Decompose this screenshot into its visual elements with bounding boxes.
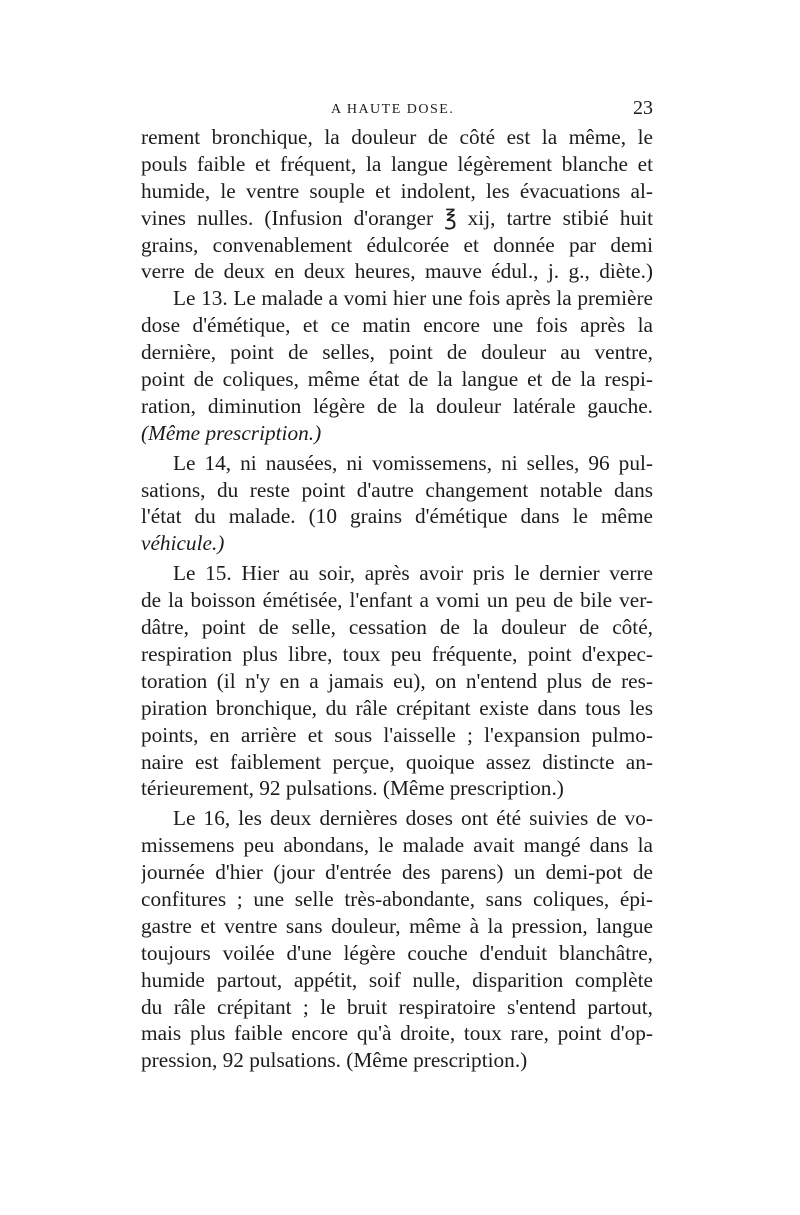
text-line: mais plus faible encore qu'à droite, toux rare, point d'op- <box>141 1021 653 1046</box>
text-line: grains, convenablement édulcorée et donnée par demi <box>141 232 653 257</box>
text-line: pression, 92 pulsations. (Même prescription.) <box>141 1048 528 1073</box>
text-line: Le 15. Hier au soir, après avoir pris le dernier verre <box>173 561 653 586</box>
page-number: 23 <box>633 97 653 119</box>
text-line: points, en arrière et sous l'aisselle ; l'expansion pulmo- <box>141 722 653 747</box>
paragraph-day-14 <box>141 450 653 558</box>
text-line: Le 13. Le malade a vomi hier une fois après la première <box>173 286 653 311</box>
text-line: journée d'hier (jour d'entrée des parens) un demi-pot de <box>141 860 653 885</box>
text-line: toujours voilée d'une légère couche d'enduit blanchâtre, <box>141 940 653 965</box>
book-page <box>141 96 653 1074</box>
text-line: l'état du malade. (10 grains d'émétique dans le même <box>141 504 653 529</box>
paragraph-day-13 <box>141 285 653 446</box>
text-line: Le 16, les deux dernières doses ont été suivies de vo- <box>173 806 653 831</box>
text-line: sations, du reste point d'autre changement notable dans <box>141 477 653 502</box>
text-line: du râle crépitant ; le bruit respiratoire s'entend partout, <box>141 994 653 1019</box>
text-line: naire est faiblement perçue, quoique assez distincte an- <box>141 749 653 774</box>
text-line: térieurement, 92 pulsations. (Même prescription.) <box>141 776 564 801</box>
text-line: piration bronchique, du râle crépitant existe dans tous les <box>141 695 653 720</box>
text-line: humide, le ventre souple et indolent, les évacuations al- <box>141 178 653 203</box>
running-title: A HAUTE DOSE. <box>331 102 455 117</box>
text-line: Le 14, ni nausées, ni vomissemens, ni selles, 96 pul- <box>173 450 653 475</box>
text-line: verre de deux en deux heures, mauve édul., j. g., diète.) <box>141 259 653 284</box>
text-line: toration (il n'y en a jamais eu), on n'entend plus de res- <box>141 668 653 693</box>
text-line: dâtre, point de selle, cessation de la douleur de côté, <box>141 615 653 640</box>
body-text <box>141 124 653 1074</box>
text-line: respiration plus libre, toux peu fréquente, point d'expec- <box>141 641 653 666</box>
paragraph-day-15 <box>141 560 653 802</box>
text-line: missemens peu abondans, le malade avait mangé dans la <box>141 833 653 858</box>
text-line: confitures ; une selle très-abondante, sans coliques, épi- <box>141 886 653 911</box>
running-head <box>141 96 653 124</box>
text-line: rement bronchique, la douleur de côté est la même, le <box>141 125 653 149</box>
text-line: humide partout, appétit, soif nulle, disparition complète <box>141 967 653 992</box>
text-line: dose d'émétique, et ce matin encore une fois après la <box>141 313 653 338</box>
paragraph-continuation <box>141 124 653 285</box>
text-line: pouls faible et fréquent, la langue légèrement blanche et <box>141 151 653 176</box>
text-line: véhicule.) <box>141 531 225 556</box>
text-line: de la boisson émétisée, l'enfant a vomi un peu de bile ver- <box>141 588 653 613</box>
text-line: vines nulles. (Infusion d'oranger ℥ xij, tartre stibié huit <box>141 205 653 230</box>
text-line: (Même prescription.) <box>141 420 322 445</box>
text-line: gastre et ventre sans douleur, même à la pression, langue <box>141 913 653 938</box>
text-line: point de coliques, même état de la langue et de la respi- <box>141 367 653 392</box>
text-line: dernière, point de selles, point de douleur au ventre, <box>141 340 653 365</box>
text-line: ration, diminution légère de la douleur latérale gauche. <box>141 393 653 418</box>
paragraph-day-16 <box>141 805 653 1074</box>
